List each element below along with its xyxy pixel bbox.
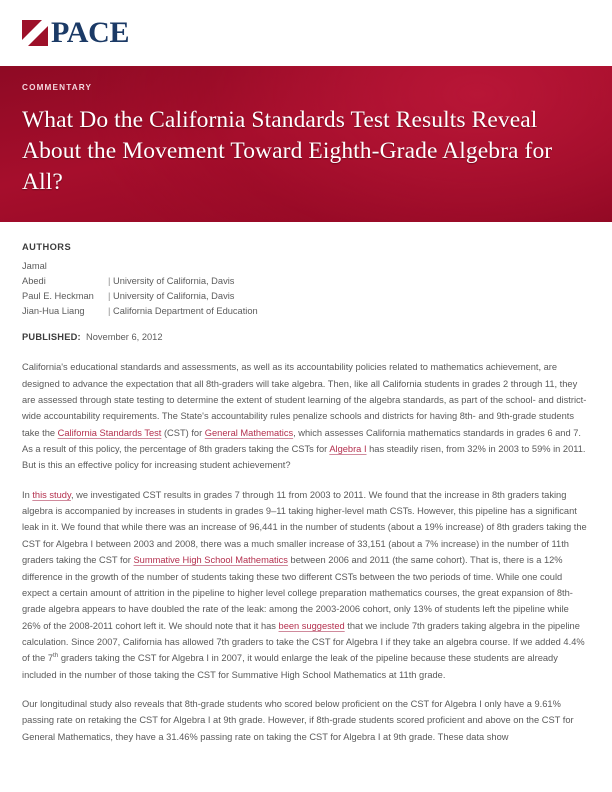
link-california-standards-test[interactable]: California Standards Test <box>57 427 162 438</box>
link-this-study[interactable]: this study <box>32 489 71 500</box>
author-affiliation: University of California, Davis <box>113 291 235 302</box>
author-name: Jamal <box>22 261 47 272</box>
pace-diagonal-mark-icon <box>22 20 48 46</box>
author-separator: | <box>108 291 111 302</box>
paragraph-1-text-c: , which assesses California mathematics standards in grades 6 and 7. As a result of this policy, the percentage of 8th graders taking the CSTs for <box>22 427 581 455</box>
paragraph-1 <box>22 359 590 474</box>
published-label: PUBLISHED: <box>22 332 81 343</box>
authors-list <box>22 259 590 319</box>
author-name: Abedi <box>22 276 46 287</box>
paragraph-2-text-c: between 2006 and 2011 (the same cohort). That is, there is a 12% difference in the growth of the number of students taking these two different CSTs between the two periods of time. While one could expect a certain amount of attrition in the pipeline to higher level college preparation mathematics courses, the great expansion of 8th-grade algebra appears to have doubled the rate of the leak: among the 2003-2006 cohort, only 13% of students left the pipeline while 26% of the 2008-2011 cohort left it. We should note that it has <box>22 555 573 631</box>
link-algebra-i[interactable]: Algebra I <box>329 444 367 455</box>
hero-banner <box>0 66 612 222</box>
list-item <box>22 259 590 274</box>
paragraph-3: Our longitudinal study also reveals that 8th-grade students who scored below proficient on the CST for Algebra I only have a 9.61% passing rate on retaking the CST for Algebra I at 9th grade. However, if 8th-grade students scored proficient and above on the CST for General Mathematics, they have a 31.46% passing rate on taking the CST for Algebra I at 9th grade. These data show <box>22 699 574 742</box>
published-date <box>22 332 590 342</box>
paragraph-2-text-d: that we include 7th graders taking algebra in the pipeline calculation. Since 2007, California has allowed 7th graders to take the CST for Algebra I if they take an algebra course. If we added 4.4% of the 7 <box>22 620 585 664</box>
article-body <box>0 222 612 745</box>
pace-wordmark: PACE <box>51 16 130 49</box>
pace-logo[interactable] <box>22 18 129 48</box>
paragraph-2-text-a: In <box>22 489 33 500</box>
paragraph-2-text-e: graders taking the CST for Algebra I in 2007, it would enlarge the leak of the pipeline because these students are already included in the number of those taking the CST for Summative High School Mathematics at 11th grade. <box>22 653 558 680</box>
author-name: Jian-Hua Liang <box>22 306 85 317</box>
author-affiliation: California Department of Education <box>113 306 258 317</box>
paragraph-2 <box>22 487 590 683</box>
content-type-label: COMMENTARY <box>22 83 93 92</box>
ordinal-suffix: th <box>53 652 59 660</box>
link-summative-high-school-mathematics[interactable]: Summative High School Mathematics <box>133 555 288 566</box>
link-general-mathematics[interactable]: General Mathematics <box>204 427 294 438</box>
list-item <box>22 289 590 304</box>
author-separator: | <box>108 276 111 287</box>
author-affiliation: University of California, Davis <box>113 276 235 287</box>
site-header <box>0 0 612 66</box>
author-name: Paul E. Heckman <box>22 291 94 302</box>
paragraph-1-text-b: (CST) for <box>161 427 205 438</box>
paragraph-1-text-a: California's educational standards and assessments, as well as its accountability policies related to mathematics achievement, are designed to advance the expectation that all 8th-graders will take algebra. Then, like all California students in grades 2 through 11, they are assessed through state testing to determine the extent of student learning of the algebra standards, as part of the school- and district-wide accountability requirements. The State's accountability rules penalize schools and districts for having 8th- and 9th-grade students take the <box>22 362 587 438</box>
list-item <box>22 304 590 319</box>
published-value: November 6, 2012 <box>86 332 163 343</box>
link-been-suggested[interactable]: been suggested <box>278 620 345 631</box>
list-item <box>22 274 590 289</box>
author-separator: | <box>108 306 111 317</box>
article-paragraphs <box>22 359 590 745</box>
page-title: What Do the California Standards Test Results Reveal About the Movement Toward Eighth-Grade Algebra for All? <box>22 107 553 196</box>
paragraph-1-text-d: has steadily risen, from 32% in 2003 to 59% in 2011. But is this an effective policy for increasing student achievement? <box>22 444 586 471</box>
authors-heading: AUTHORS <box>22 242 72 253</box>
paragraph-2-text-b: , we investigated CST results in grades 7 through 11 from 2003 to 2011. We found that the increase in 8th graders taking algebra is accompanied by increases in students in grades 9–11 taking higher-level math CSTs. However, this pipeline has a significant leak in it. We found that while there was an increase of 96,441 in the number of students (about a 19% increase) of 8th graders taking the CST for Algebra I between 2003 and 2008, there was a much smaller increase of 33,151 (about a 7% increase) in the number of 11th graders taking the CST for <box>22 489 587 566</box>
